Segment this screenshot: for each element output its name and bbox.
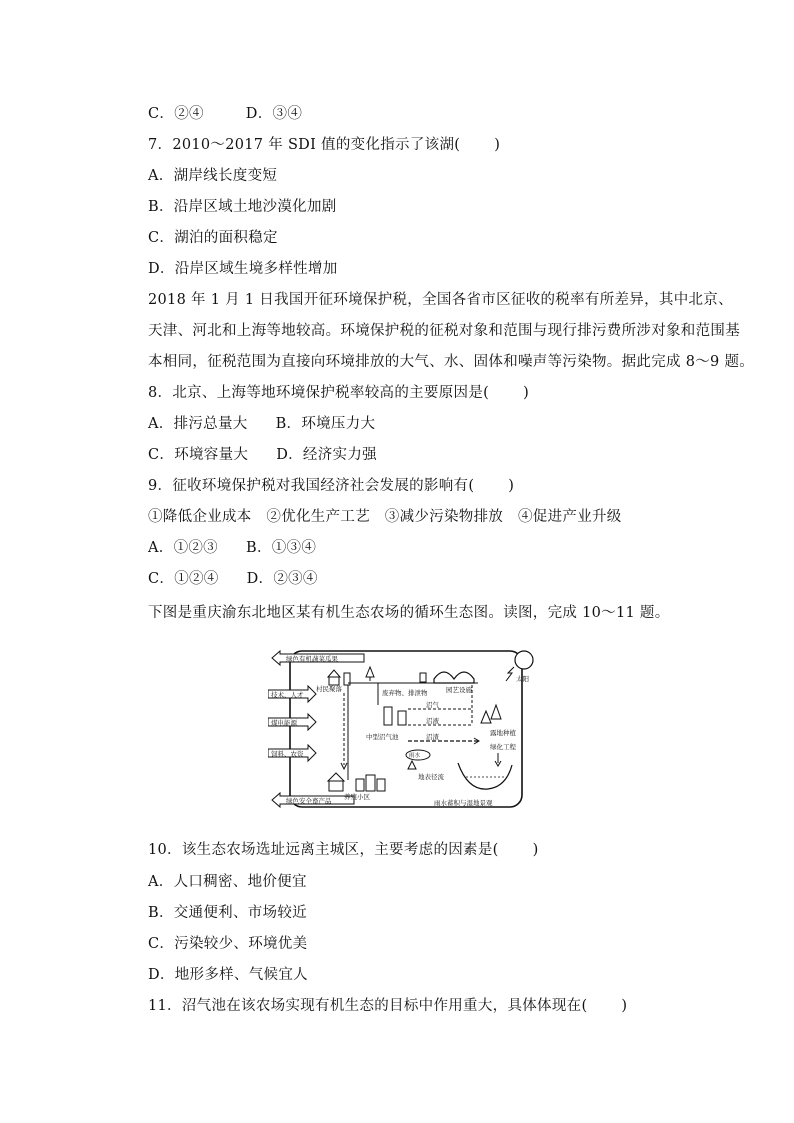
q8-option-row-ab [148,414,375,434]
label-rain: 雨水 [409,753,421,759]
q9-stem-text: 9．征收环境保护税对我国经济社会发展的影响有( [148,478,475,494]
label-in-energy: 煤电能源 [271,719,297,727]
q9-paren-close: ) [508,478,515,494]
label-open-field: 露地种植 [490,729,516,737]
field-tree-icon-2 [491,705,501,719]
q6-option-d: D．③④ [245,106,303,122]
label-wetland: 雨水蓄积与湿地景观 [434,799,493,807]
q7-option-a: A．湖岸线长度变短 [148,168,278,184]
runoff-tree-icon [408,761,416,769]
village-house-icon [328,670,340,685]
farm-boundary [290,651,522,807]
q8-stem-text: 8．北京、上海等地环境保护税率较高的主要原因是( [148,385,490,401]
q11-stem [148,996,627,1016]
label-waste: 废弃物、排泄物 [382,689,428,697]
q9-stem [148,476,514,496]
material1-line1: 2018 年 1 月 1 日我国开征环境保护税，全国各省市区征收的税率有所差异，其中北京、 [148,292,733,308]
q9-option-a: A．①②③ [148,540,218,556]
label-village: 村民聚落 [316,685,342,693]
q10-stem [148,840,539,860]
q9-option-row-cd [148,569,318,589]
label-out-top: 绿色有机蔬菜瓜果 [286,655,338,663]
q8-option-d: D．经济实力强 [276,447,377,463]
q11-stem-text: 11．沼气池在该农场实现有机生态的目标中作用重大，具体体现在( [148,998,588,1014]
q9-option-c: C．①②④ [148,571,219,587]
q10-stem-text: 10．该生态农场选址远离主城区，主要考虑的因素是( [148,842,499,858]
material1-line2: 天津、河北和上海等地较高。环境保护税的征税对象和范围与现行排污费所涉对象和范围基 [148,323,740,339]
q7-option-c: C．湖泊的面积稳定 [148,230,278,246]
label-in-feed: 饲料、农资 [271,750,304,758]
q10-paren-close: ) [532,842,539,858]
label-biogas-residue: 沼渣 [426,733,439,741]
breeding-barn-icon [328,773,344,791]
label-sun: 太阳 [516,675,529,683]
label-breeding: 养殖小区 [344,793,370,801]
label-out-bottom: 绿色安全畜产品 [286,797,332,805]
q10-option-d: D．地形多样、气候宜人 [148,967,308,983]
q10-option-a: A．人口稠密、地价便宜 [148,874,307,890]
q7-option-d: D．沿岸区域生境多样性增加 [148,261,338,277]
q9-option-b: B．①③④ [245,540,317,556]
material1-line3: 本相同，征税范围为直接向环境排放的大气、水、固体和噪声等污染物。据此完成 8～9 题。 [148,354,755,370]
q7-option-b: B．沿岸区域土地沙漠化加剧 [148,199,337,215]
q8-stem [148,383,529,403]
label-green-project: 绿化工程 [490,743,516,751]
label-runoff: 地表径流 [418,773,444,781]
digester-tank-right [398,711,406,725]
q8-option-c: C．环境容量大 [148,447,249,463]
q9-items: ①降低企业成本 ②优化生产工艺 ③减少污染物排放 ④促进产业升级 [148,509,622,525]
material2-intro: 下图是重庆渝东北地区某有机生态农场的循环生态图。读图，完成 10～11 题。 [148,605,670,621]
greenhouse-icon [434,672,474,683]
label-biogas-gas: 沼气 [426,701,439,709]
field-tree-icon [481,711,491,723]
sunlight-bolt-icon [506,667,514,681]
sun-icon [515,651,533,669]
digester-tank-left [384,707,392,725]
label-garden: 园艺设施 [446,686,472,694]
q7-stem [148,135,500,155]
q10-option-c: C．污染较少、环境优美 [148,936,308,952]
q11-paren-close: ) [621,998,628,1014]
q6-option-row [148,104,302,124]
q8-paren-close: ) [523,385,530,401]
q9-option-d: D．②③④ [246,571,318,587]
tree-icon [366,667,374,677]
eco-farm-cycle-diagram [268,645,540,815]
label-digester: 中型沼气池 [366,733,399,741]
q8-option-a: A．排污总量大 [148,416,248,432]
label-biogas-liquid: 沼液 [426,717,439,725]
q6-option-c: C．②④ [148,106,204,122]
q7-paren-close: ) [494,137,501,153]
q9-option-row-ab [148,538,316,558]
label-in-tech: 技术、人才 [271,691,304,699]
q8-option-row-cd [148,445,377,465]
q10-option-b: B．交通便利、市场较近 [148,905,307,921]
wetland-pond [458,763,512,789]
q8-option-b: B．环境压力大 [275,416,376,432]
q7-stem-text: 7．2010～2017 年 SDI 值的变化指示了该湖( [148,137,461,153]
